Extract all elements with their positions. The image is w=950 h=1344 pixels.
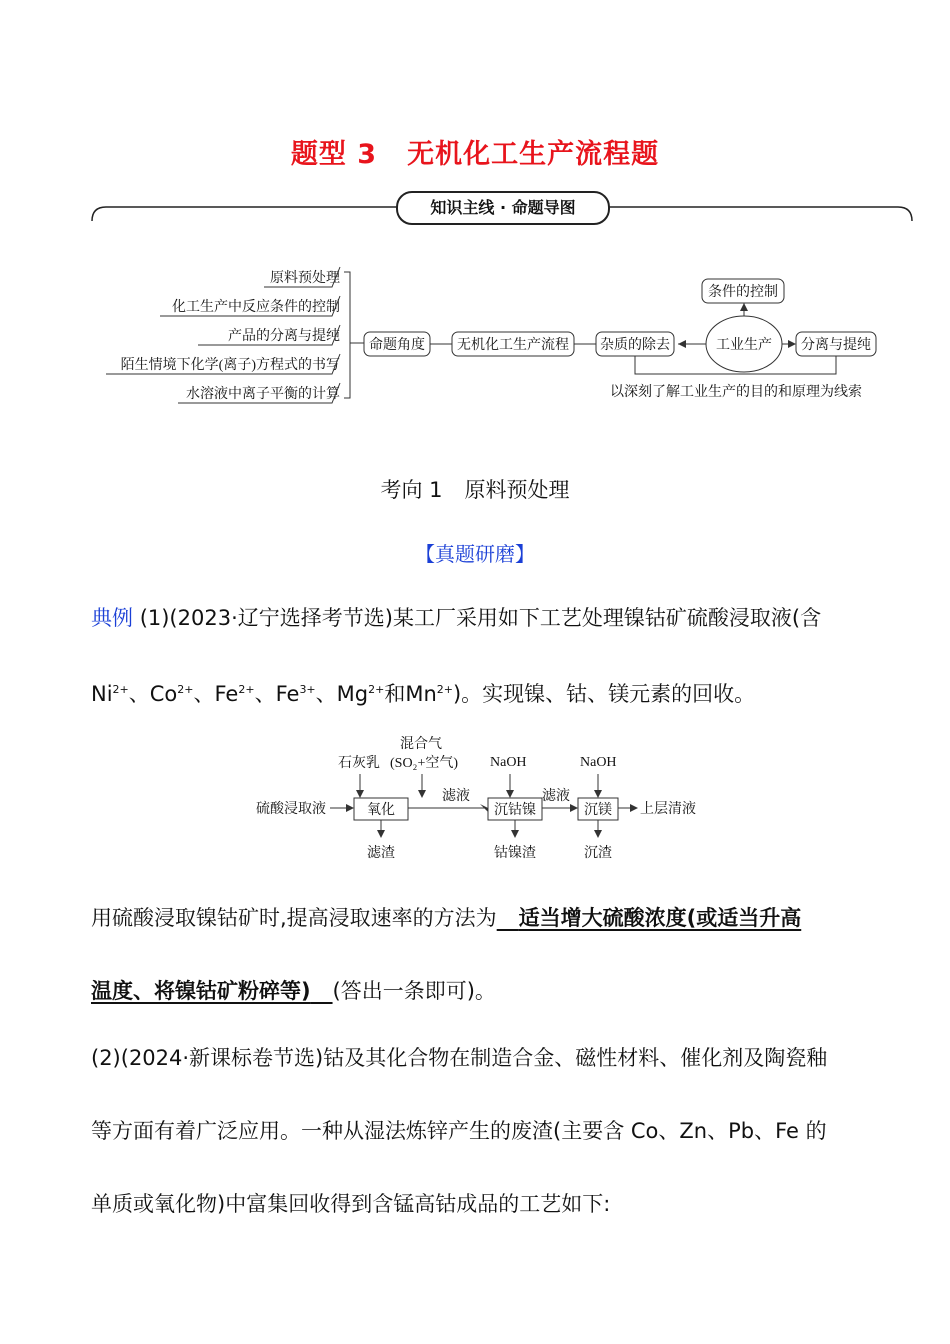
question1-prefix: 用硫酸浸取镍钴矿时,提高浸取速率的方法为 [91,906,497,930]
title-part1: 题型 3 [290,139,378,170]
ion-5: $Mg^{2+}$ [336,682,385,706]
flow-reagent1: 石灰乳 [338,756,380,771]
question1-answer-a: 适当增大硫酸浓度(或适当升高 [518,906,802,930]
flow-output: 上层清液 [640,802,696,817]
mindmap-caption: 以深刻了解工业生产的目的和原理为线索 [610,385,862,400]
ion-4: $Fe^{3+}$ [275,682,316,706]
ion-2: $Co^{2+}$ [149,682,194,706]
example-text-1: (1)(2023·辽宁选择考节选)某工厂采用如下工艺处理镍钴矿硫酸浸取液(含 [139,606,822,630]
part2-line-1: (2)(2024·新课标卷节选)钴及其化合物在制造合金、磁性材料、催化剂及陶瓷釉 [91,1046,828,1070]
flow-filtrate2: 滤液 [542,789,570,804]
flow-naoh1: NaOH [490,755,527,770]
part2-line-2: 等方面有着广泛应用。一种从湿法炼锌产生的废渣(主要含 Co、Zn、Pb、Fe 的 [91,1119,827,1143]
real-exam-heading: 【真题研磨】 [415,542,535,566]
mindmap-left-item-3: 产品的分离与提纯 [228,329,340,344]
mindmap-node-angle: 命题角度 [369,338,425,353]
example-line-2: $Ni^{2+}$、$Co^{2+}$、$Fe^{2+}$、$Fe^{3+}$、$Mg^{2+}$和$Mn^{2+}$)。实现镍、钴、镁元素的回收。 [91,682,756,706]
question1-line-2 [91,975,861,1005]
flow-naoh2: NaOH [580,755,617,770]
direction-text: 原料预处理 [464,478,570,502]
flow-box-oxidation: 氧化 [367,803,395,818]
mindmap-node-industry: 工业生产 [716,338,772,353]
question1-line-1 [91,902,861,932]
flow-box-cobalt-nickel: 沉钴镍 [494,803,536,818]
ion-1: $Ni^{2+}$ [91,682,129,706]
flow-residue2: 钴镍渣 [494,846,536,861]
flow-residue3: 沉渣 [584,846,612,861]
mindmap-left-item-5: 水溶液中离子平衡的计算 [186,387,340,402]
direction-label: 考向 1 [380,478,443,502]
question1-suffix: (答出一条即可)。 [332,979,496,1003]
mindmap-left-item-2: 化工生产中反应条件的控制 [172,300,340,315]
question1-answer-b: 温度、将镍钴矿粉碎等) [91,979,311,1003]
flow-reagent2-top: 混合气 [400,737,442,752]
example-tag: 典例 [91,606,133,630]
ion-6: $Mn^{2+}$ [405,682,453,706]
mindmap-node-separation: 分离与提纯 [801,338,871,353]
section-header: 知识主线 · 命题导图 [396,191,610,225]
example-line2-tail: )。实现镍、钴、镁元素的回收。 [452,682,756,706]
flow-filtrate1: 滤液 [442,789,470,804]
flow-input: 硫酸浸取液 [256,802,326,817]
mindmap-node-impurity: 杂质的除去 [600,338,670,353]
mindmap-node-condition: 条件的控制 [708,285,778,300]
direction-heading [0,474,950,504]
flow-residue1: 滤渣 [367,846,395,861]
page-title [0,132,950,171]
mindmap-node-process: 无机化工生产流程 [457,338,569,353]
flow-box-magnesium: 沉镁 [584,803,612,818]
mindmap-left-item-4: 陌生情境下化学(离子)方程式的书写 [120,358,340,373]
flow-reagent2-bottom: (SO₂+空气) [390,756,458,771]
example-line-1 [91,602,861,632]
ion-3: $Fe^{2+}$ [214,682,255,706]
title-part2: 无机化工生产流程题 [407,139,660,170]
process-flowchart [250,732,710,867]
mindmap-left-item-1: 原料预处理 [270,271,340,286]
mindmap-diagram [100,258,890,418]
part2-line-3: 单质或氧化物)中富集回收得到含锰高钴成品的工艺如下: [91,1192,611,1216]
